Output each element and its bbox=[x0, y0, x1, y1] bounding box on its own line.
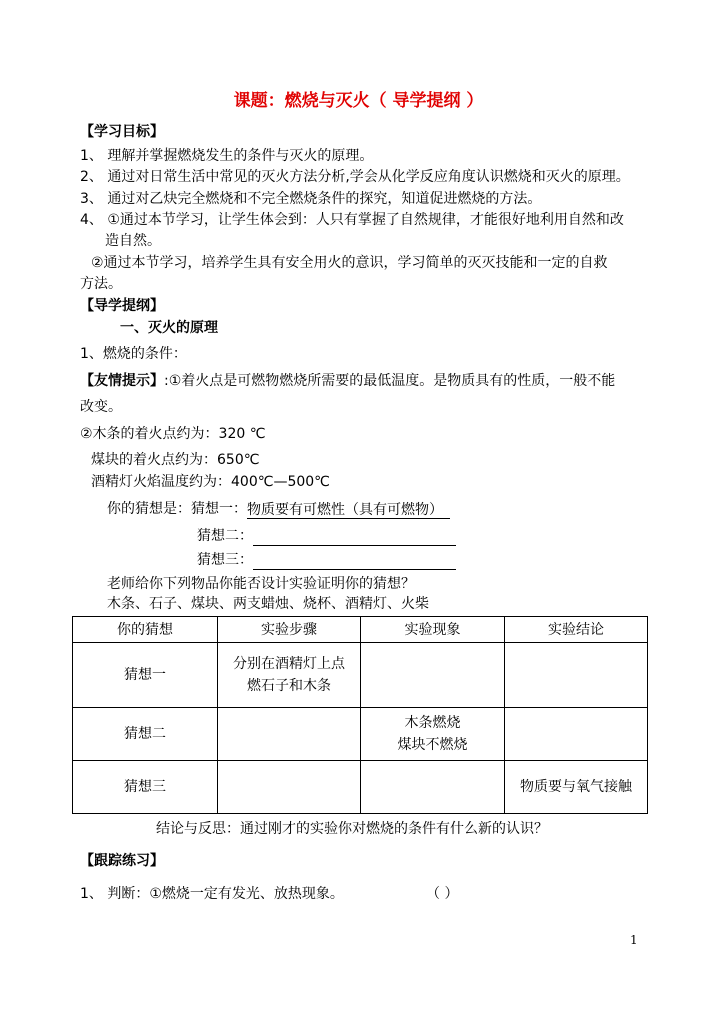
goal-item-2: 2、 通过对日常生活中常见的灭火方法分析,学会从化学反应角度认识燃烧和灭火的原理。 bbox=[80, 169, 630, 185]
materials-list: 木条、石子、煤块、两支蜡烛、烧杯、酒精灯、火柴 bbox=[107, 596, 429, 612]
table-cell: 猜想二 bbox=[73, 708, 218, 761]
practice-question-1: 1、 判断：①燃烧一定有发光、放热现象。 bbox=[80, 886, 344, 902]
table-cell: 分别在酒精灯上点 燃石子和木条 bbox=[218, 643, 361, 708]
table-cell[interactable] bbox=[361, 761, 505, 814]
guide-heading: 【导学提纲】 bbox=[80, 298, 164, 314]
lamp-temperature: 酒精灯火焰温度约为：400℃—500℃ bbox=[91, 474, 330, 490]
practice-heading: 【跟踪练习】 bbox=[80, 853, 164, 869]
page-title: 课题：燃烧与灭火（ 导学提纲 ） bbox=[233, 91, 484, 111]
table-cell[interactable] bbox=[505, 708, 648, 761]
goal-item-5: ②通过本节学习，培养学生具有安全用火的意识，学习简单的灭灭技能和一定的自救 bbox=[91, 255, 608, 271]
guess-two-label: 猜想二： bbox=[197, 528, 253, 544]
teacher-question: 老师给你下列物品你能否设计实验证明你的猜想？ bbox=[107, 576, 415, 592]
goal-item-5-cont: 方法。 bbox=[80, 276, 122, 292]
table-cell: 猜想三 bbox=[73, 761, 218, 814]
table-cell[interactable] bbox=[361, 643, 505, 708]
table-row bbox=[73, 761, 648, 814]
question-1: 1、燃烧的条件： bbox=[80, 346, 187, 362]
goal-item-4-cont: 造自然。 bbox=[105, 233, 161, 249]
section-heading: 一、灭火的原理 bbox=[120, 320, 218, 336]
goal-item-3: 3、 通过对乙炔完全燃烧和不完全燃烧条件的探究，知道促进燃烧的方法。 bbox=[80, 191, 542, 207]
guess-one-answer: 物质要有可燃性（具有可燃物） bbox=[247, 500, 450, 519]
tip-text-cont: 改变。 bbox=[80, 399, 122, 415]
reflection-question: 结论与反思：通过刚才的实验你对燃烧的条件有什么新的认识？ bbox=[156, 821, 548, 837]
guess-three-line bbox=[197, 550, 456, 570]
guess-two-line bbox=[197, 526, 456, 546]
goal-item-1: 1、 理解并掌握燃烧发生的条件与灭火的原理。 bbox=[80, 148, 374, 164]
table-cell[interactable] bbox=[218, 708, 361, 761]
table-row bbox=[73, 708, 648, 761]
experiment-table bbox=[72, 616, 648, 814]
table-cell[interactable] bbox=[505, 643, 648, 708]
table-header-cell: 实验步骤 bbox=[218, 617, 361, 643]
table-cell: 木条燃烧 煤块不燃烧 bbox=[361, 708, 505, 761]
page-number: 1 bbox=[630, 933, 638, 947]
tip-line bbox=[80, 371, 615, 391]
table-header-cell: 实验结论 bbox=[505, 617, 648, 643]
guess-three-blank[interactable] bbox=[253, 551, 456, 570]
coal-ignition: 煤块的着火点约为：650℃ bbox=[91, 452, 260, 468]
guess-prefix: 你的猜想是：猜想一： bbox=[107, 501, 247, 517]
table-header-cell: 你的猜想 bbox=[73, 617, 218, 643]
answer-blank[interactable]: （ ） bbox=[426, 886, 459, 902]
table-row bbox=[73, 643, 648, 708]
guess-one-line bbox=[107, 499, 450, 519]
goals-heading: 【学习目标】 bbox=[80, 124, 164, 140]
table-header-row bbox=[73, 617, 648, 643]
guess-two-blank[interactable] bbox=[253, 527, 456, 546]
guess-three-label: 猜想三： bbox=[197, 552, 253, 568]
table-cell: 物质要与氧气接触 bbox=[505, 761, 648, 814]
table-header-cell: 实验现象 bbox=[361, 617, 505, 643]
table-cell: 猜想一 bbox=[73, 643, 218, 708]
table-cell[interactable] bbox=[218, 761, 361, 814]
goal-item-4: 4、 ①通过本节学习，让学生体会到：人只有掌握了自然规律，才能很好地利用自然和改 bbox=[80, 212, 624, 228]
tip-text: :①着火点是可燃物燃烧所需要的最低温度。是物质具有的性质，一般不能 bbox=[164, 373, 616, 389]
tip-label: 【友情提示】 bbox=[80, 373, 164, 389]
wood-ignition: ②木条的着火点约为：320 ℃ bbox=[80, 426, 266, 442]
